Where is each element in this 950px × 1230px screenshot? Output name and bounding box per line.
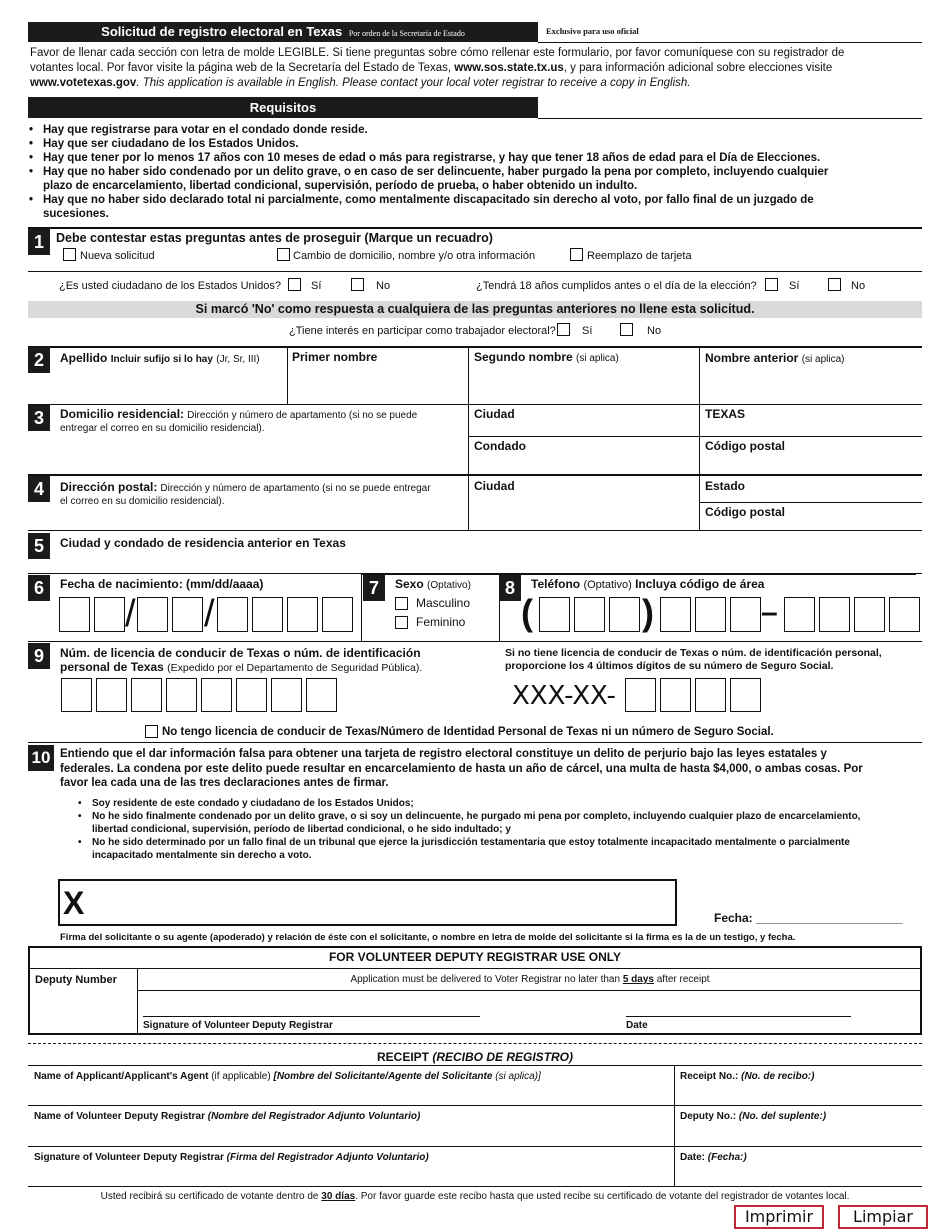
dl-digit-5[interactable] bbox=[201, 678, 232, 712]
dl-digit-3[interactable] bbox=[131, 678, 162, 712]
eligibility-warning: Si marcó 'No' como respuesta a cualquiera de las preguntas anteriores no llene esta solicitud. bbox=[28, 301, 922, 318]
age-no-label: No bbox=[851, 280, 866, 292]
mailing-state-label: Estado bbox=[705, 479, 746, 493]
section1-title: Debe contestar estas preguntas antes de proseguir (Marque un recuadro) bbox=[56, 231, 493, 245]
clear-button[interactable]: Limpiar bbox=[838, 1205, 928, 1229]
receipt-no-label: Receipt No.: (No. de recibo:) bbox=[680, 1071, 815, 1082]
age-yes-checkbox[interactable] bbox=[765, 278, 778, 291]
no-id-label: No tengo licencia de conducir de Texas/Número de Identidad Personal de Texas ni un número de Seguro Social. bbox=[162, 726, 774, 738]
section4-bottom bbox=[28, 530, 922, 531]
vdr-notice: Application must be delivered to Voter Registrar no later than 5 days after receipt bbox=[350, 974, 710, 985]
dob-slash-2: / bbox=[204, 593, 215, 635]
mailing-city-label: Ciudad bbox=[474, 479, 515, 493]
male-checkbox[interactable] bbox=[395, 597, 408, 610]
signature-x: X bbox=[63, 885, 85, 921]
male-label: Masculino bbox=[416, 596, 471, 610]
req-item-2: • Hay que ser ciudadano de los Estados Unidos. bbox=[29, 138, 299, 150]
vdr-sig-label: Signature of Volunteer Deputy Registrar bbox=[143, 1020, 333, 1031]
poll-worker-no-label: No bbox=[647, 325, 662, 337]
dob-day-digit-2[interactable] bbox=[172, 597, 203, 632]
receipt-rule-4 bbox=[28, 1186, 922, 1187]
dl-digit-4[interactable] bbox=[166, 678, 197, 712]
deputy-no-label: Deputy No.: (No. del suplente:) bbox=[680, 1111, 827, 1122]
poll-worker-question: ¿Tiene interés en participar como trabajador electoral? bbox=[289, 325, 556, 337]
form-subtitle: Por orden de la Secretaría de Estado bbox=[348, 29, 465, 38]
phone-lparen: ( bbox=[521, 592, 533, 633]
intro-text: Favor de llenar cada sección con letra de molde LEGIBLE. Si tiene preguntas sobre cómo rellenar este formulario, por favor comuníquese con su registrador de votantes local. Por favor visite la página web de la Secretaría del Estado de Texas, www.sos.state.tx.us, y para información adicional sobre elecciones visite www.votetexas.gov. This application is available in English. Please contact your local voter registrar to receive a copy in English. bbox=[30, 47, 845, 89]
perjury-statement: Entiendo que el dar información falsa para obtener una tarjeta de registro electoral constituye un delito de perjurio bajo las leyes estatales y federales. La condena por este delito puede resultar en encarcelamiento de hasta un año de cárcel, una multa de hasta $4,000, o ambas cosas. Por favor lea cada una de las tres declaraciones antes de firmar. bbox=[60, 748, 863, 789]
declaration-2-cont: libertad condicional, supervisión, período de libertad condicional, o he sido indultado; y bbox=[92, 824, 511, 835]
dob-year-digit-2[interactable] bbox=[252, 597, 283, 632]
section10-number: 10 bbox=[28, 745, 54, 771]
vdr-date-line[interactable] bbox=[626, 1016, 851, 1017]
mailing-address-label: Dirección postal: Dirección y número de apartamento (si no se puede entregar el correo en su domicilio residencial). bbox=[60, 480, 431, 507]
first-name-label: Primer nombre bbox=[292, 350, 378, 364]
replacement-card-label: Reemplazo de tarjeta bbox=[587, 250, 692, 262]
section1-rule bbox=[28, 227, 922, 229]
female-label: Feminino bbox=[416, 615, 466, 629]
vdr-title: FOR VOLUNTEER DEPUTY REGISTRAR USE ONLY bbox=[328, 950, 622, 964]
dob-day-digit-1[interactable] bbox=[137, 597, 168, 632]
residence-city-label: Ciudad bbox=[474, 407, 515, 421]
votetexas-link[interactable]: www.votetexas.gov bbox=[30, 77, 137, 89]
phone-area-digit-1[interactable] bbox=[539, 597, 570, 632]
sos-link[interactable]: www.sos.state.tx.us bbox=[454, 62, 564, 74]
ssn-digit-4[interactable] bbox=[730, 678, 761, 712]
dl-label: Núm. de licencia de conducir de Texas o núm. de identificación personal de Texas (Expedido por el Departamento de Seguridad Pública). bbox=[60, 646, 423, 674]
poll-worker-yes-checkbox[interactable] bbox=[557, 323, 570, 336]
dob-year-digit-4[interactable] bbox=[322, 597, 353, 632]
replacement-card-checkbox[interactable] bbox=[570, 248, 583, 261]
receipt-date-label: Date: (Fecha:) bbox=[680, 1152, 747, 1163]
ssn-digit-1[interactable] bbox=[625, 678, 656, 712]
phone-dash: – bbox=[761, 596, 778, 629]
dl-digit-6[interactable] bbox=[236, 678, 267, 712]
dob-label: Fecha de nacimiento: (mm/dd/aaaa) bbox=[60, 577, 264, 591]
county-label: Condado bbox=[474, 439, 526, 453]
phone-line-digit-2[interactable] bbox=[819, 597, 850, 632]
vdr-name-label: Name of Volunteer Deputy Registrar (Nombre del Registrador Adjunto Voluntario) bbox=[34, 1111, 421, 1122]
new-application-label: Nueva solicitud bbox=[80, 250, 155, 262]
age-yes-label: Sí bbox=[789, 280, 800, 292]
section5-number: 5 bbox=[28, 533, 50, 559]
ssn-digit-2[interactable] bbox=[660, 678, 691, 712]
phone-prefix-digit-2[interactable] bbox=[695, 597, 726, 632]
citizen-yes-label: Sí bbox=[311, 280, 322, 292]
req-item-4: • Hay que no haber sido condenado por un delito grave, o en caso de ser delincuente, haber purgado la pena por completo, incluyendo cualquier bbox=[29, 166, 829, 178]
s7-divider bbox=[361, 574, 362, 641]
residence-address-label: Domicilio residencial: Dirección y número de apartamento (si no se puede entregar el correo en su domicilio residencial). bbox=[60, 407, 418, 434]
dob-month-digit-1[interactable] bbox=[59, 597, 90, 632]
previous-residence-label: Ciudad y condado de residencia anterior en Texas bbox=[60, 536, 346, 550]
no-id-checkbox[interactable] bbox=[145, 725, 158, 738]
dob-year-digit-3[interactable] bbox=[287, 597, 318, 632]
residence-zip-label: Código postal bbox=[705, 439, 785, 453]
section9-number: 9 bbox=[28, 643, 50, 669]
phone-line-digit-4[interactable] bbox=[889, 597, 920, 632]
dl-digit-2[interactable] bbox=[96, 678, 127, 712]
req-item-5: • Hay que no haber sido declarado total ni parcialmente, como mentalmente discapacitado sin derecho al voto, por fallo final de un juzgado de bbox=[29, 194, 814, 206]
citizen-no-checkbox[interactable] bbox=[351, 278, 364, 291]
cut-line bbox=[28, 1043, 922, 1044]
phone-prefix-digit-3[interactable] bbox=[730, 597, 761, 632]
req-item-5-cont: sucesiones. bbox=[43, 208, 109, 220]
phone-line-digit-3[interactable] bbox=[854, 597, 885, 632]
section678-bottom bbox=[28, 641, 922, 642]
phone-label: Teléfono (Optativo) Incluya código de área bbox=[531, 577, 765, 591]
section2-number: 2 bbox=[28, 347, 50, 373]
declaration-1: • Soy residente de este condado y ciudadano de los Estados Unidos; bbox=[78, 798, 414, 809]
form-title-bar bbox=[28, 22, 538, 42]
phone-area-digit-2[interactable] bbox=[574, 597, 605, 632]
section7-number: 7 bbox=[363, 575, 385, 601]
header-rule bbox=[538, 42, 922, 43]
print-button[interactable]: Imprimir bbox=[734, 1205, 824, 1229]
section1-subrule bbox=[28, 271, 922, 272]
ssn-prefix: XXX-XX- bbox=[512, 681, 616, 711]
vdr-date-label: Date bbox=[626, 1020, 648, 1031]
section6-number: 6 bbox=[28, 575, 50, 601]
poll-worker-no-checkbox[interactable] bbox=[620, 323, 633, 336]
form-title: Solicitud de registro electoral en Texas bbox=[101, 24, 343, 39]
phone-rparen: ) bbox=[642, 592, 654, 633]
signature-caption: Firma del solicitante o su agente (apoderado) y relación de éste con el solicitante, o nombre en letra de molde del solicitante si la firma es la de un testigo, y fecha. bbox=[60, 932, 796, 943]
middle-name-label: Segundo nombre (si aplica) bbox=[474, 350, 619, 364]
section4-number: 4 bbox=[28, 476, 50, 502]
receipt-title: RECEIPT (RECIBO DE REGISTRO) bbox=[376, 1050, 574, 1064]
req-item-4-cont: plazo de encarcelamiento, libertad condicional, supervisión, período de prueba, o haber obtenido un indulto. bbox=[43, 180, 638, 192]
req-item-1: • Hay que registrarse para votar en el condado donde reside. bbox=[29, 124, 368, 136]
receipt-footer: Usted recibirá su certificado de votante dentro de 30 días. Por favor guarde este recibo hasta que usted recibe su certificado de votante del registrador de votantes local. bbox=[100, 1191, 850, 1202]
receipt-divider bbox=[674, 1065, 675, 1186]
new-application-checkbox[interactable] bbox=[63, 248, 76, 261]
dob-year-digit-1[interactable] bbox=[217, 597, 248, 632]
applicant-name-label: Name of Applicant/Applicant's Agent (if applicable) [Nombre del Solicitante/Agente del Solicitante (si aplica)] bbox=[34, 1071, 541, 1082]
phone-area-digit-3[interactable] bbox=[609, 597, 640, 632]
section1-number: 1 bbox=[28, 229, 50, 255]
vdr-signature-label: Signature of Volunteer Deputy Registrar (Firma del Registrador Adjunto Voluntario) bbox=[34, 1152, 429, 1163]
receipt-rule-1 bbox=[28, 1065, 922, 1066]
dl-digit-7[interactable] bbox=[271, 678, 302, 712]
s4-mid-rule bbox=[699, 502, 922, 503]
change-info-checkbox[interactable] bbox=[277, 248, 290, 261]
citizen-question: ¿Es usted ciudadano de los Estados Unidos? bbox=[59, 280, 281, 292]
residence-state-label: TEXAS bbox=[705, 407, 746, 421]
section2-rule bbox=[28, 346, 922, 348]
citizen-no-label: No bbox=[376, 280, 391, 292]
s2-divider-2 bbox=[468, 347, 469, 530]
signature-box[interactable] bbox=[58, 879, 677, 926]
s3-mid-rule bbox=[468, 436, 922, 437]
official-use-label: Exclusivo para uso oficial bbox=[546, 26, 639, 36]
deputy-number-label: Deputy Number bbox=[35, 974, 117, 986]
age-question: ¿Tendrá 18 años cumplidos antes o el día de la elección? bbox=[476, 280, 757, 292]
ssn-note: Si no tiene licencia de conducir de Texas o núm. de identificación personal, proporcione los 4 últimos dígitos de su número de Seguro Social. bbox=[505, 647, 882, 672]
section9-bottom bbox=[28, 742, 922, 743]
last-name-label: Apellido Incluir sufijo si lo hay (Jr, Sr, III) bbox=[60, 351, 260, 365]
change-info-label: Cambio de domicilio, nombre y/o otra información bbox=[293, 250, 536, 262]
vdr-sig-line[interactable] bbox=[143, 1016, 480, 1017]
s2-divider-1 bbox=[287, 347, 288, 404]
signature-date-label[interactable]: Fecha: ______________________ bbox=[714, 911, 903, 925]
declaration-3-cont: incapacitado mentalmente sin derecho a voto. bbox=[92, 850, 312, 861]
dob-month-digit-2[interactable] bbox=[94, 597, 125, 632]
section8-number: 8 bbox=[499, 575, 521, 601]
section3-bottom bbox=[28, 474, 922, 476]
ssn-digit-3[interactable] bbox=[695, 678, 726, 712]
female-checkbox[interactable] bbox=[395, 616, 408, 629]
req-item-3: • Hay que tener por lo menos 17 años con 10 meses de edad o más para registrarse, y hay que tener 18 años de edad para el Día de Elecciones. bbox=[29, 152, 821, 164]
vdr-notice-rule bbox=[137, 990, 922, 991]
phone-line-digit-1[interactable] bbox=[784, 597, 815, 632]
receipt-rule-3 bbox=[28, 1146, 922, 1147]
section2-bottom bbox=[28, 404, 922, 405]
receipt-rule-2 bbox=[28, 1105, 922, 1106]
dob-slash-1: / bbox=[125, 593, 136, 635]
vdr-title-rule bbox=[28, 968, 922, 969]
age-no-checkbox[interactable] bbox=[828, 278, 841, 291]
phone-prefix-digit-1[interactable] bbox=[660, 597, 691, 632]
former-name-label: Nombre anterior (si aplica) bbox=[705, 351, 845, 365]
sex-label: Sexo (Optativo) bbox=[395, 577, 471, 591]
s8-top-rule bbox=[361, 574, 916, 575]
requirements-rule bbox=[538, 118, 922, 119]
dl-digit-1[interactable] bbox=[61, 678, 92, 712]
poll-worker-yes-label: Sí bbox=[582, 325, 593, 337]
mailing-zip-label: Código postal bbox=[705, 505, 785, 519]
declaration-3: • No he sido determinado por un fallo final de un tribunal que ejerce la jurisdicción testamentaria que estoy totalmente incapacitado mentalmente o parcialmente bbox=[78, 837, 850, 848]
dl-digit-8[interactable] bbox=[306, 678, 337, 712]
declaration-2: • No he sido finalmente condenado por un delito grave, o si soy un delincuente, he purgado mi pena por completo, incluyendo cualquier plazo de encarcelamiento, bbox=[78, 811, 861, 822]
citizen-yes-checkbox[interactable] bbox=[288, 278, 301, 291]
section3-number: 3 bbox=[28, 405, 50, 431]
requirements-bar: Requisitos bbox=[28, 97, 538, 118]
